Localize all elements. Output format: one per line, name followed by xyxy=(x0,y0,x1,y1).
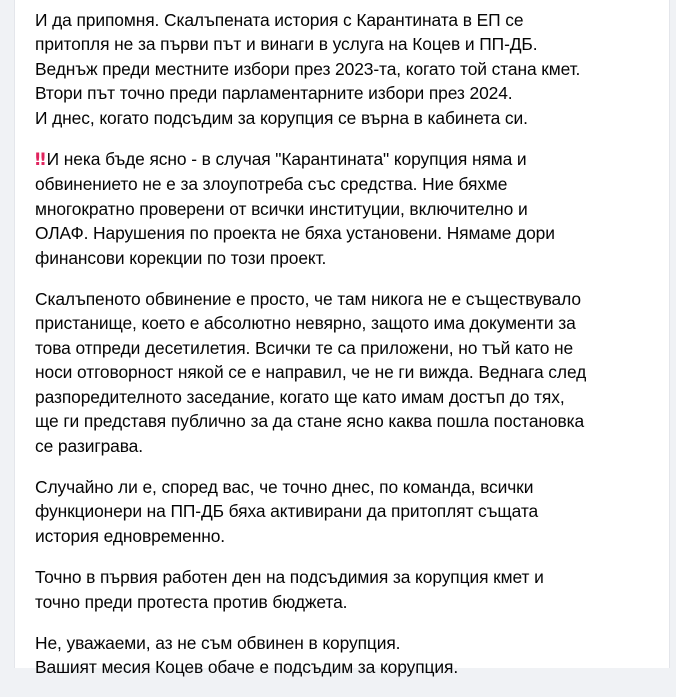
post-paragraph-5 xyxy=(35,565,655,614)
post-text-line: И да припомня. Скалъпената история с Карантината в ЕП се xyxy=(35,10,524,30)
post-text-line: точно преди протеста против бюджета. xyxy=(35,591,348,612)
post-text-line: ще ги представя публично за да стане ясно каква пошла постановка xyxy=(35,411,585,432)
post-text-line: притопля не за първи път и винаги в услуга на Коцев и ПП-ДБ. xyxy=(35,34,538,55)
post-card xyxy=(14,0,670,678)
post-text-line: разпоредителното заседание, когато ще като имам достъп до тях, xyxy=(35,386,565,407)
post-paragraph-2 xyxy=(35,147,655,270)
post-text-line: И нека бъде ясно - в случая "Карантината" корупция няма и xyxy=(46,149,527,170)
post-text-line: обвинението не е за злоупотреба със средства. Ние бяхме xyxy=(35,174,508,195)
post-text-line: Точно в първия работен ден на подсъдимия за корупция кмет и xyxy=(35,567,544,588)
post-text-line: И днес, когато подсъдим за корупция се върна в кабинета си. xyxy=(35,107,528,128)
post-text-line: Вашият месия Коцев обаче е подсъдим за корупция. xyxy=(35,657,459,678)
post-text-line: финансови корекции по този проект. xyxy=(35,247,327,268)
post-text-line: история едновременно. xyxy=(35,525,226,546)
post-paragraph-1 xyxy=(35,8,655,130)
post-text xyxy=(35,8,655,697)
post-text-line: това отпреди десетилетия. Всички те са приложени, но тъй като не xyxy=(35,337,574,358)
post-text-line: Скалъпеното обвинение е просто, че там никога не е съществувало xyxy=(35,289,581,310)
post-text-line: пристанище, което е абсолютно невярно, защото има документи за xyxy=(35,313,576,334)
post-paragraph-6 xyxy=(35,631,655,680)
post-paragraph-3 xyxy=(35,287,655,458)
double-exclamation-icon: ‼ xyxy=(35,150,43,171)
post-text-line: ОЛАФ. Нарушения по проекта не бяха установени. Нямаме дори xyxy=(35,223,555,244)
post-text-line-with-emoji xyxy=(35,147,655,172)
post-text-line: многократно проверени от всички институции, включително и xyxy=(35,198,528,219)
post-text-line: Не, уважаеми, аз не съм обвинен в корупция. xyxy=(35,632,401,653)
post-text-line: се разиграва. xyxy=(35,435,143,456)
post-text-line: Веднъж преди местните избори през 2023-та, когато той стана кмет. xyxy=(35,58,581,79)
post-text-line: Втори път точно преди парламентарните избори през 2024. xyxy=(35,83,513,104)
post-paragraph-4 xyxy=(35,475,655,548)
post-text-line: функционери на ПП-ДБ бяха активирани да притоплят същата xyxy=(35,501,539,522)
post-text-line: носи отговорност някой се е направил, че не ги вижда. Веднага след xyxy=(35,362,587,383)
post-text-line: Случайно ли е, според вас, че точно днес, по команда, всички xyxy=(35,476,534,497)
